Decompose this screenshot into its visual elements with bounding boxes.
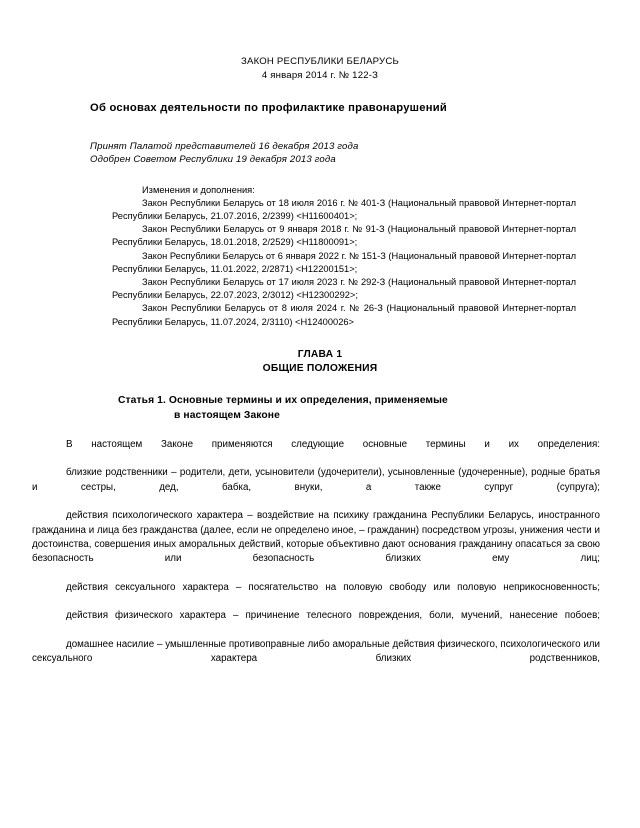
body-paragraph: действия физического характера – причинение телесного повреждения, боли, мучений, нанесение побоев; (66, 610, 600, 622)
amendment-item: Закон Республики Беларусь от 18 июля 2016 г. № 401-З (Национальный правовой Интернет-портал Республики Беларусь, 21.07.2016, 2/2399) <H11600401>; (112, 197, 576, 221)
adopted-by-house-line: Принят Палатой представителей 16 декабря 2013 года (90, 140, 359, 152)
amendments-label: Изменения и дополнения: (142, 184, 255, 195)
chapter-number: ГЛАВА 1 (297, 348, 343, 360)
law-kind-line: ЗАКОН РЕСПУБЛИКИ БЕЛАРУСЬ (241, 56, 399, 67)
amendment-item: Закон Республики Беларусь от 9 января 2018 г. № 91-З (Национальный правовой Интернет-портал Республики Беларусь, 18.01.2018, 2/2529) <H11800091>; (112, 224, 576, 248)
article-body (32, 438, 600, 681)
chapter-heading (32, 348, 608, 377)
amendments-block (112, 184, 576, 329)
amendment-item: Закон Республики Беларусь от 8 июля 2024 г. № 26-З (Национальный правовой Интернет-портал Республики Беларусь, 11.07.2024, 2/3110) <H12400026> (112, 303, 576, 327)
body-paragraph: действия психологического характера – воздействие на психику гражданина Республики Беларусь, иностранного гражданина и лица без гражданства (далее, если не определено иное, – гражданин) посредством угрозы, унижения чести и достоинства, совершения иных аморальных действий, которые объективно дают основания гражданину опасаться за свою безопасность или безопасность близких ему лиц; (32, 510, 600, 565)
document-header (32, 55, 608, 83)
article-heading-line-2: в настоящем Законе (174, 410, 280, 422)
approved-by-council-line: Одобрен Советом Республики 19 декабря 2013 года (90, 154, 336, 165)
body-paragraph: домашнее насилие – умышленные противоправные либо аморальные действия физического, психологического или сексуального характера близких родственников, (32, 638, 600, 665)
body-paragraph: действия сексуального характера – посягательство на половую свободу или половую неприкосновенность; (66, 581, 600, 593)
amendment-item: Закон Республики Беларусь от 17 июля 2023 г. № 292-З (Национальный правовой Интернет-портал Республики Беларусь, 22.07.2023, 2/3012) <H12300292>; (112, 276, 576, 301)
page-title: Об основах деятельности по профилактике правонарушений (90, 102, 447, 114)
adoption-block (90, 140, 608, 167)
body-paragraph: В настоящем Законе применяются следующие основные термины и их определения: (66, 438, 600, 450)
chapter-name: ОБЩИЕ ПОЛОЖЕНИЯ (262, 363, 378, 375)
amendment-item: Закон Республики Беларусь от 6 января 2022 г. № 151-З (Национальный правовой Интернет-портал Республики Беларусь, 11.01.2022, 2/2871) <H12200151>; (112, 250, 576, 274)
body-paragraph: близкие родственники – родители, дети, усыновители (удочерители), усыновленные (удочеренные), родные братья и сестры, дед, бабка, внуки, а также супруг (супруга); (32, 467, 600, 493)
article-heading-line-1: Статья 1. Основные термины и их определения, применяемые (118, 394, 448, 406)
article-heading (118, 393, 568, 424)
law-date-line: 4 января 2014 г. № 122-З (261, 70, 379, 81)
